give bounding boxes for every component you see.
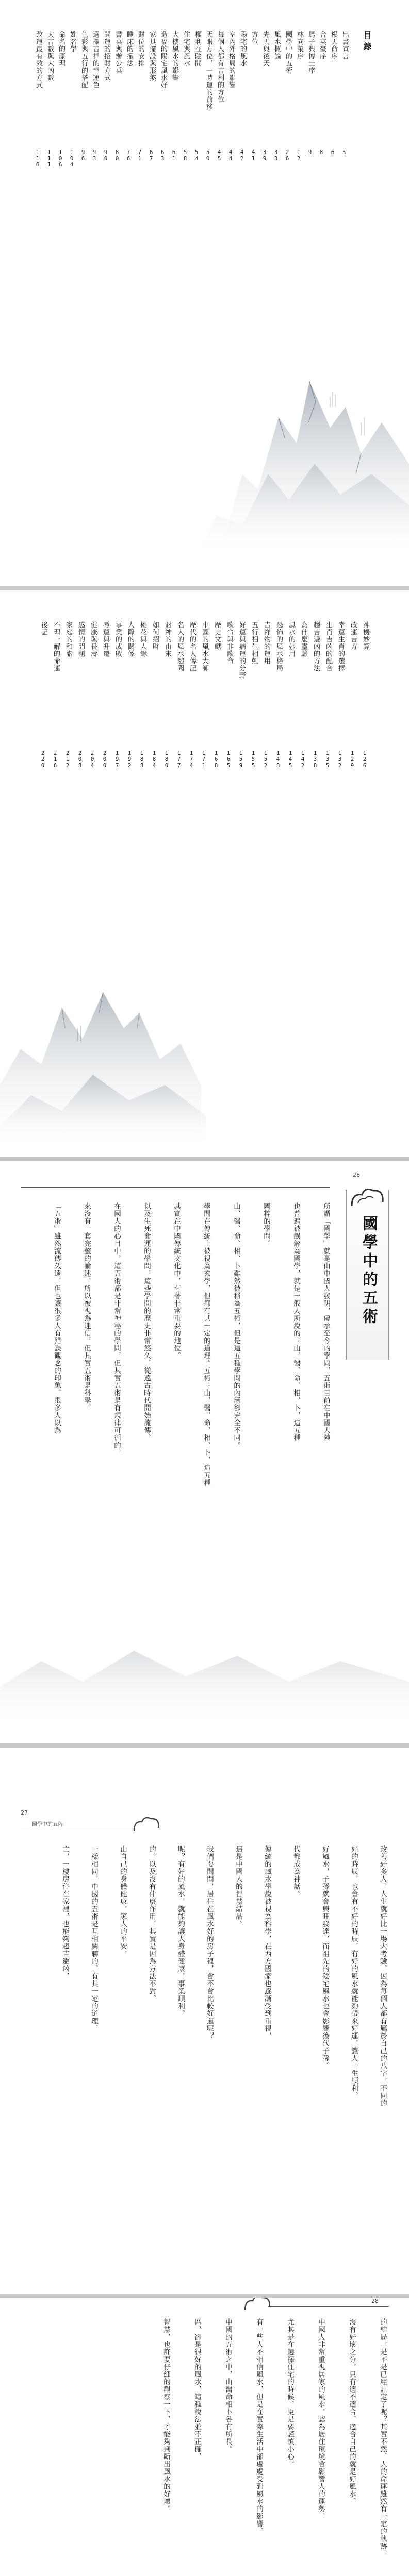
toc-entry-title[interactable]: 風水概論 [273, 31, 281, 60]
toc-entry-title[interactable]: 歌命與非歌命 [225, 621, 233, 665]
toc-entry-title[interactable]: 開運的招財方式 [103, 31, 110, 81]
toc-entry-title[interactable]: 天眼方位，一時運的前移 [205, 31, 212, 110]
text-column: 中國人非常重視居家的風水，認為居住環境會影響人的運勢， [317, 2318, 325, 2520]
toc-entry-title[interactable]: 楊天命序 [330, 31, 337, 60]
landscape-wash [0, 1625, 409, 1728]
toc-entry-title[interactable]: 林向榮序 [296, 31, 303, 60]
text-column: 其實在中國傳統文化中，有著非常重要的地位。 [172, 1202, 181, 1360]
text-column: 的結局，是不是已經註定了呢？其實不然，人的命運雖然有一定的軌跡， [379, 2318, 387, 2557]
toc-entry-page: 1 3 2 [338, 750, 342, 769]
text-column: 尤其是在選擇住宅的時候，更是要謹慎小心。 [286, 2318, 294, 2468]
toc-title: 目錄 [362, 31, 372, 54]
toc-entry-page: 5 [342, 149, 346, 156]
toc-entry-title[interactable]: 出書宣言 [341, 31, 349, 60]
toc-entry-title[interactable]: 造福的陽宅風水好 [159, 31, 167, 89]
toc-entry-page: 1 1 1 [47, 149, 51, 168]
toc-entry-page: 1 2 [297, 149, 301, 162]
toc-entry-title[interactable]: 財位的安排 [137, 31, 144, 67]
toc-entry-page: 7 1 [138, 149, 142, 162]
toc-entry-page: 9 3 [92, 149, 96, 162]
toc-entry-page: 9 6 [81, 149, 85, 162]
toc-entry-page: 4 1 [251, 149, 255, 162]
text-column: 區，卻是很好的風水，這種說法並不正確， [193, 2318, 201, 2461]
toc-entry-page: 2 0 8 [78, 750, 82, 769]
toc-entry-title[interactable]: 歷史文獻 [213, 621, 221, 650]
toc-entry-page: 7 6 [126, 149, 130, 162]
mountain-illustration [0, 930, 409, 1147]
toc-entry-page: 3 9 [263, 149, 267, 162]
toc-entry-title[interactable]: 家具擺設與形煞 [148, 31, 156, 81]
toc-entry-title[interactable]: 感情的問題 [77, 621, 85, 657]
toc-entry-title[interactable]: 健康與長壽 [89, 621, 97, 657]
running-head: 國學中的五術 [32, 1822, 63, 1827]
toc-entry-page: 4 5 [217, 149, 221, 162]
toc-entry-page: 2 1 2 [66, 750, 70, 769]
text-column: 在國人的心目中，這五術都是非常神秘的學問，但其實五術是有規律可循的， [112, 1202, 121, 1456]
toc-entry-page: 2 1 6 [53, 750, 57, 769]
toc-entry-page: 1 5 2 [264, 750, 268, 769]
toc-entry-page: 1 7 1 [202, 750, 206, 769]
toc-entry-page: 5 4 [194, 149, 199, 162]
toc-entry-title[interactable]: 陽宅的風水 [239, 31, 247, 67]
text-column: 亡，一樓房住在家裡，也能夠趨吉避凶， [61, 1845, 69, 1980]
toc-entry-title[interactable]: 桃花與人緣 [139, 621, 146, 657]
text-column: 我們要問問，居住在風水好的房子裡，會不會比較好運呢？ [205, 1845, 214, 2040]
toc-entry-title[interactable]: 大吉數與大凶數 [46, 31, 54, 81]
toc-entry-page: 2 0 4 [90, 750, 94, 769]
toc-entry-page: 1 2 6 [363, 750, 367, 769]
toc-entry-title[interactable]: 姓名學 [69, 31, 76, 53]
toc-entry-page: 1 4 5 [288, 750, 292, 769]
toc-entry-page: 6 [331, 149, 335, 156]
toc-entry-page: 1 4 2 [301, 750, 305, 769]
page-number: 26 [353, 1172, 360, 1178]
cloud-ornament [242, 2298, 273, 2315]
toc-entry-page: 5 8 [183, 149, 187, 162]
toc-entry-page: 3 3 [274, 149, 278, 162]
toc-entry-page: 1 3 8 [313, 750, 317, 769]
chapter-page-26 [0, 1161, 409, 1743]
text-column: 呢？有好的風水，就能夠讓人身體健康，事業順利。 [176, 1845, 185, 2018]
text-column: 改善好多人，人生就好比一場大考驗，因為每個人都有屬於自己的八字，不同的 [379, 1845, 387, 2107]
toc-entry-page: 8 [319, 149, 323, 156]
page-number: 28 [371, 2298, 379, 2304]
toc-entry-page: 9 [308, 149, 312, 156]
toc-entry-title[interactable]: 考運與升遷 [102, 621, 109, 657]
toc-entry-title[interactable]: 方位 [250, 31, 258, 45]
text-column: 的，以及沒有什麼作用，其實是因為方法不對。 [148, 1845, 156, 2003]
toc-entry-title[interactable]: 睡床的擺法 [125, 31, 133, 67]
toc-entry-title[interactable]: 室內外格局的影響 [227, 31, 235, 89]
toc-entry-title[interactable]: 吉祥物的運用 [263, 621, 270, 665]
toc-entry-page: 1 5 9 [239, 750, 243, 769]
toc-entry-title[interactable]: 住宅與風水 [182, 31, 190, 67]
text-column: 沒有好壞之分，只有適不適合，適合自己的就是好風水。 [348, 2318, 356, 2505]
toc-entry-title[interactable]: 五行相生相剋 [250, 621, 258, 665]
toc-entry-page: 1 0 4 [70, 149, 74, 168]
toc-entry-page: 1 2 9 [350, 750, 354, 769]
text-column: 國粹的學問。 [262, 1202, 270, 1247]
toc-entry-title[interactable]: 選擇吉祥的幸運色 [91, 31, 99, 89]
toc-entry-page: 8 0 [115, 149, 119, 162]
toc-entry-page: 1 6 5 [226, 750, 231, 769]
toc-entry-page: 6 7 [149, 149, 153, 162]
text-column: 有一些人不相信風水，但是在實際生活中卻處處受到風水的影響。 [255, 2318, 263, 2535]
text-column: 一樣相同，中國的五術是互相關聯的，有其一定的道理， [90, 1845, 98, 2032]
toc-entry-title[interactable]: 幸運生肖的選擇 [337, 621, 345, 672]
toc-entry-title[interactable]: 風水的妙用 [287, 621, 295, 657]
toc-entry-title[interactable]: 改運吉方 [349, 621, 357, 650]
toc-entry-page: 6 1 [172, 149, 176, 162]
text-column: 中國的五術之中，山醫命相卜各有所長。 [224, 2318, 232, 2453]
toc-entry-page: 1 9 7 [115, 750, 119, 769]
text-column: 「五術」雖然流傳久遠，但也讓很多人有錯誤觀念的印象，很多人以為 [53, 1202, 61, 1434]
toc-entry-title[interactable]: 馬子興博士序 [307, 31, 315, 74]
chapter-title: 國學中的五術 [359, 1215, 378, 1327]
toc-entry-page: 4 2 [240, 149, 244, 162]
toc-page-2 [0, 590, 409, 1157]
toc-entry-page: 1 7 4 [189, 750, 193, 769]
toc-entry-title[interactable]: 先天與後天 [261, 31, 269, 67]
toc-entry-title[interactable]: 歷代的名人傳記 [188, 621, 196, 672]
toc-entry-title[interactable]: 家庭的和諧 [64, 621, 72, 657]
toc-entry-title[interactable]: 權利在陰間 [193, 31, 201, 67]
mountain-illustration [0, 319, 409, 556]
toc-entry-title[interactable]: 不理一解的命運 [52, 621, 60, 672]
toc-entry-title[interactable]: 國學中的五術 [284, 31, 292, 74]
chapter-title-banner [346, 1190, 389, 1360]
toc-entry-page: 9 0 [104, 149, 108, 162]
toc-entry-page: 1 4 8 [276, 750, 280, 769]
toc-entry-title[interactable]: 神機妙算 [362, 621, 369, 650]
toc-entry-title[interactable]: 財神的由來 [163, 621, 171, 657]
toc-entry-title[interactable]: 中國的風水大師 [201, 621, 208, 672]
text-column: 學問在傳統上被視為玄學，但都有其一定的道理。五術：山、醫、命、相、卜，這五種 [202, 1202, 210, 1486]
toc-entry-page: 2 2 0 [41, 750, 45, 769]
toc-entry-page: 2 6 [285, 149, 289, 162]
toc-entry-page: 1 3 5 [325, 750, 330, 769]
toc-entry-title[interactable]: 事業的成敗 [114, 621, 122, 657]
toc-entry-title[interactable]: 書桌與辦公桌 [114, 31, 122, 74]
text-column: 好的時辰，也會有不好的時辰，有好的風水就能夠帶來好運，讓人一生順利。 [350, 1845, 358, 2099]
toc-page-1 [0, 0, 409, 586]
toc-entry-title[interactable]: 如何招財 [151, 621, 159, 650]
toc-entry-title[interactable]: 大樓風水的影響 [171, 31, 178, 81]
toc-entry-title[interactable]: 趨吉避凶的方法 [312, 621, 320, 672]
text-column: 山、醫、命、相、卜雖然被稱為五術，但是這五種學問的內涵卻完全不同。 [232, 1202, 240, 1449]
cloud-ornament [132, 1816, 162, 1836]
text-column: 也普遍被誤解為國學，就是一般人所說的：山、醫、命、相、卜，這五種 [292, 1202, 300, 1442]
text-column: 智慧，也許要仔細的觀察一下，才能夠判斷出風水的好壞。 [162, 2318, 170, 2513]
toc-entry-page: 1 5 5 [251, 750, 255, 769]
text-column: 好風水，子孫就會興旺發達，而祖先的陰宅風水也會影響後代子孫。 [321, 1845, 329, 2070]
toc-entry-title[interactable]: 名人的風水趣聞 [176, 621, 184, 672]
toc-entry-title[interactable]: 後記 [40, 621, 47, 636]
toc-entry-title[interactable]: 命名的原理 [57, 31, 65, 67]
toc-entry-page: 5 0 [206, 149, 210, 162]
text-column: 代都成為神話。 [292, 1845, 300, 1898]
page-number: 27 [21, 1809, 28, 1816]
toc-entry-title[interactable]: 人際的關係 [126, 621, 134, 657]
toc-entry-title[interactable]: 生肖吉凶的配合 [324, 621, 332, 672]
text-column: 所謂「國學」就是由中國人發明，傳承至今的學問，五術目前在中國大陸 [322, 1202, 330, 1442]
text-page-27 [0, 1748, 409, 2294]
toc-entry-title[interactable]: 每個人都有吉利的方位 [216, 31, 224, 103]
text-column: 以及生死命運的學問，這些學問的歷史非常悠久，從遠古時代開始流傳。 [142, 1202, 151, 1442]
toc-entry-title[interactable]: 恐怖的風水格局 [275, 621, 283, 672]
toc-entry-title[interactable]: 色彩與五行的搭配 [80, 31, 88, 89]
toc-entry-page: 1 8 8 [140, 750, 144, 769]
toc-entry-page: 4 4 [228, 149, 233, 162]
text-column: 傳統的風水學說被視為科學，在西方國家也逐漸受到重視， [263, 1845, 271, 2040]
toc-entry-page: 1 8 0 [165, 750, 169, 769]
toc-entry-page: 1 8 4 [152, 750, 156, 769]
toc-entry-page: 1 6 8 [214, 750, 218, 769]
text-column: 這是中國人的智慧結晶。 [234, 1845, 242, 1928]
toc-entry-title[interactable]: 為什麼靈驗 [300, 621, 307, 657]
toc-entry-title[interactable]: 好運與病運的分野 [238, 621, 246, 679]
text-column: 來沒有一套完整的論述，所以被視為迷信，但其實五術是科學， [83, 1202, 91, 1412]
toc-entry-page: 1 9 2 [127, 750, 132, 769]
toc-entry-page: 1 7 7 [177, 750, 181, 769]
toc-entry-page: 6 3 [160, 149, 165, 162]
cloud-ornament [347, 1185, 388, 1211]
toc-entry-title[interactable]: 合英豪序 [318, 31, 326, 60]
text-column: 山自己的身體健康，家人的平安， [119, 1845, 127, 1958]
toc-entry-title[interactable]: 改運最有效的方式 [35, 31, 42, 89]
toc-entry-page: 1 1 6 [36, 149, 40, 168]
text-page-28 [0, 2298, 409, 2576]
toc-entry-page: 1 0 6 [58, 149, 62, 168]
toc-entry-page: 2 0 0 [103, 750, 107, 769]
